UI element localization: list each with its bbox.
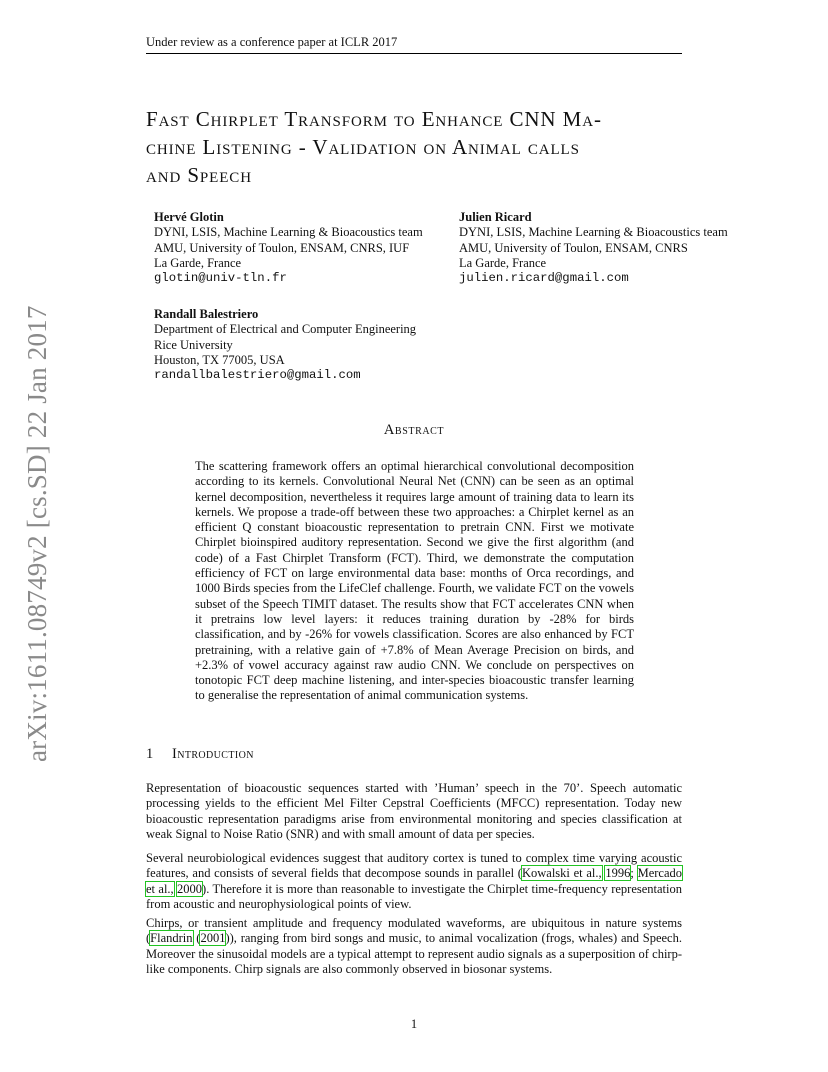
author-name: Randall Balestriero [154,307,259,321]
citation-link[interactable]: 1996 [605,866,631,881]
author-block [459,210,728,286]
author-name: Julien Ricard [459,210,532,224]
paragraph-text: Chirps, or transient amplitude and frequency modulated waveforms, are ubiquitous in nature systems ( [146,916,682,946]
author-affiliation: Rice University [154,337,233,352]
page-number: 1 [410,1017,418,1031]
author-affiliation: DYNI, LSIS, Machine Learning & Bioacoustics team [154,225,423,240]
author-location: La Garde, France [459,255,547,270]
section-number: 1 [146,746,154,762]
paper-title [146,105,706,189]
arxiv-identifier: arXiv:1611.08749v2 [cs.SD] 22 Jan 2017 [22,305,52,762]
citation-link[interactable]: 2000 [177,881,203,896]
author-email[interactable]: julien.ricard@gmail.com [459,271,629,286]
author-name: Hervé Glotin [154,210,224,224]
citation-link[interactable]: Mercado et al., [146,866,682,896]
author-affiliation: AMU, University of Toulon, ENSAM, CNRS, IUF [154,240,410,255]
section-title: Introduction [172,746,254,762]
running-header: Under review as a conference paper at ICLR 2017 [146,35,682,54]
abstract-text: The scattering framework offers an optimal hierarchical convolutional decomposition according to its kernels. Convolutional Neural Net (CNN) can be seen as an optimal kernel decomposition, nevertheless it requires large amount of training data to learn its kernels. We propose a trade-off between these two approaches: a Chirplet kernel as an efficient Q constant bioacoustic representation to pretrain CNN. First we motivate Chirplet bioinspired auditory representation. Second we give the first algorithm (and code) of a Fast Chirplet Transform (FCT). Third, we demonstrate the computation efficiency of FCT on large environmental data base: months of Orca recordings, and 1000 Birds species from the LifeClef challenge. Fourth, we validate FCT on the vowels subset of the Speech TIMIT dataset. The results show that FCT accelerates CNN when it pretrains low level layers: it reduces training duration by -28% for birds classification, and by -26% for vowels classification. Scores are also enhanced by FCT pretraining, with a relative gain of +7.8% of Mean Average Precision on birds, and +2.3% of vowel accuracy against raw audio CNN. We conclude on perspectives on tonotopic FCT deep machine listening, and inter-species bioacoustic transfer learning to generalise the representation of animal communication systems. [195,459,634,703]
author-block [154,307,416,383]
author-email[interactable]: glotin@univ-tln.fr [154,271,287,286]
citation-link[interactable]: 2001 [200,931,226,946]
paragraph-text: ; [630,866,638,881]
author-affiliation: AMU, University of Toulon, ENSAM, CNRS [459,240,688,255]
intro-paragraph-3 [146,916,682,977]
title-line: Fast Chirplet Transform to Enhance CNN Ma- [146,107,602,131]
title-line: chine Listening - Validation on Animal calls [146,135,580,159]
paragraph-text: ( [192,931,201,946]
author-affiliation: Department of Electrical and Computer Engineering [154,322,417,337]
author-email[interactable]: randallbalestriero@gmail.com [154,368,361,383]
intro-paragraph-2 [146,851,682,912]
author-affiliation: DYNI, LSIS, Machine Learning & Bioacoustics team [459,225,728,240]
title-line: and Speech [146,163,252,187]
abstract-heading: Abstract [383,422,445,438]
paragraph-text: Several neurobiological evidences suggest that auditory cortex is tuned to complex time varying acoustic features, and consists of several fields that decompose sounds in parallel ( [146,851,682,881]
citation-link[interactable]: Flandrin [150,931,193,946]
author-block [154,210,423,286]
paragraph-text: )), ranging from bird songs and music, to animal vocalization (frogs, whales) and Speech. Moreover the sinusoidal models are a typical attempt to represent audio signals as a superposition of chirp-like components. Chirp signals are also commonly observed in biosonar systems. [146,931,682,976]
citation-link[interactable]: Kowalski et al., [521,866,602,881]
intro-paragraph-1: Representation of bioacoustic sequences started with ’Human’ speech in the 70’. Speech automatic processing yields to the efficient Mel Filter Cepstral Coefficients (MFCC) representation. Today new bioacoustic representation paradigms arise from environmental monitoring and species classification at weak Signal to Noise Ratio (SNR) and with small amount of data per species. [146,781,682,841]
paragraph-text: ). Therefore it is more than reasonable to investigate the Chirplet time-frequency representation from acoustic and neurophysiological points of view. [146,881,683,911]
section-heading [146,746,254,763]
author-location: La Garde, France [154,255,242,270]
author-location: Houston, TX 77005, USA [154,352,285,367]
